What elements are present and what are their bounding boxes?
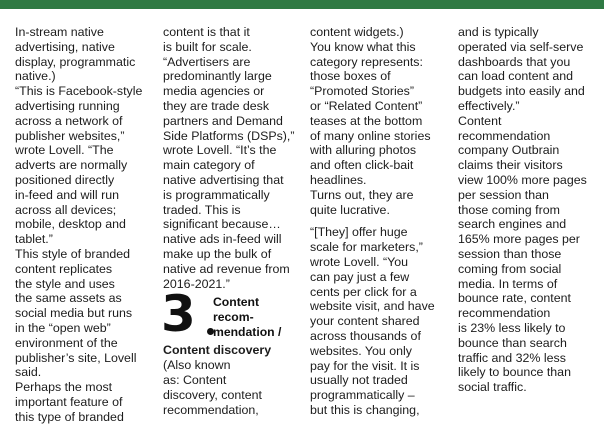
section-title-line: recom- xyxy=(213,309,254,324)
text-line: is 23% less likely to xyxy=(458,320,566,335)
text-line: You know what this xyxy=(310,39,416,54)
text-line: native advertising that xyxy=(163,172,284,187)
text-line: operated via self-serve xyxy=(458,39,584,54)
article-column-1 xyxy=(15,25,157,425)
text-line: the same assets as xyxy=(15,291,122,306)
text-line: in-feed and will run xyxy=(15,187,120,202)
text-line: this type of branded xyxy=(15,409,124,424)
text-line: main category of xyxy=(163,158,255,173)
text-line: In-stream native xyxy=(15,25,104,39)
text-line: advertising running xyxy=(15,98,120,113)
text-line: media agencies or xyxy=(163,84,265,99)
text-line: environment of the xyxy=(15,335,118,350)
text-line: coming from social xyxy=(458,261,562,276)
text-line: quite lucrative. xyxy=(310,202,390,217)
text-line: “Promoted Stories” xyxy=(310,84,414,99)
text-line: your content shared xyxy=(310,314,420,329)
text-line: recommendation xyxy=(458,306,551,321)
text-line: content replicates xyxy=(15,261,113,276)
text-line: publisher’s site, Lovell xyxy=(15,350,137,365)
article-column-2 xyxy=(163,25,305,417)
text-line: native ads in-feed will xyxy=(163,232,282,247)
text-line: recommendation xyxy=(458,128,551,143)
text-line: is programmatically xyxy=(163,187,270,202)
text-line: effectively.” xyxy=(458,98,520,113)
section-title-line: mendation / xyxy=(213,324,282,339)
text-line: display, programmatic xyxy=(15,54,136,69)
text-line: and often click-bait xyxy=(310,158,414,173)
text-line: claims their visitors xyxy=(458,158,563,173)
text-line: native ad revenue from xyxy=(163,261,290,276)
text-line: adverts are normally xyxy=(15,158,128,173)
text-line: websites. You only xyxy=(310,343,412,358)
text-line: with alluring photos xyxy=(310,143,417,158)
text-line: discovery, content xyxy=(163,387,262,402)
text-line: those boxes of xyxy=(310,69,391,84)
paragraph-gap xyxy=(310,217,452,225)
text-line: positioned directly xyxy=(15,172,115,187)
text-line: search engines and xyxy=(458,217,567,232)
text-line: as: Content xyxy=(163,372,227,387)
text-line: in the “open web” xyxy=(15,320,111,335)
text-line: usually not traded xyxy=(310,373,408,388)
text-line: traded. This is xyxy=(163,202,241,217)
text-line: dashboards that you xyxy=(458,54,571,69)
section-title-tail: Content discovery xyxy=(163,343,272,358)
text-line: website visit, and have xyxy=(310,299,435,314)
text-line: the style and uses xyxy=(15,276,115,291)
text-line: pay for the visit. It is xyxy=(310,358,420,373)
text-line: partners and Demand xyxy=(163,113,283,128)
text-line: headlines. xyxy=(310,172,367,187)
article-column-3 xyxy=(310,25,452,418)
text-line: Content xyxy=(458,113,502,128)
text-line: “This is Facebook-style xyxy=(15,84,143,99)
text-line: important feature of xyxy=(15,394,123,409)
text-line: 2016-2021.” xyxy=(163,276,230,291)
text-line: wrote Lovell. “The xyxy=(15,143,114,158)
text-line: tablet.” xyxy=(15,232,53,247)
text-line: is built for scale. xyxy=(163,39,252,54)
text-line: content is that it xyxy=(163,25,250,39)
text-line: Side Platforms (DSPs),” xyxy=(163,128,295,143)
text-line: across thousands of xyxy=(310,328,421,343)
text-line: those coming from xyxy=(458,202,560,217)
text-line: scale for marketers,” xyxy=(310,240,423,255)
text-line: wrote Lovell. “You xyxy=(310,254,409,269)
text-line: “Advertisers are xyxy=(163,54,251,69)
text-line: 165% more pages per xyxy=(458,232,580,247)
text-line: Turns out, they are xyxy=(310,187,414,202)
text-line: recommendation, xyxy=(163,402,259,417)
text-line: and is typically xyxy=(458,25,539,39)
article-column-4 xyxy=(458,25,600,395)
text-line: they are trade desk xyxy=(163,98,270,113)
text-line: social media but runs xyxy=(15,306,133,321)
text-line: programmatically – xyxy=(310,388,415,403)
text-line: session than those xyxy=(458,246,562,261)
text-line: traffic and 32% less xyxy=(458,350,566,365)
text-line: make up the bulk of xyxy=(163,246,272,261)
text-line: advertising, native xyxy=(15,39,115,54)
text-line: Perhaps the most xyxy=(15,380,113,395)
text-line: said. xyxy=(15,365,42,380)
text-line: across a network of xyxy=(15,113,123,128)
section-heading xyxy=(161,285,305,344)
text-line: category represents: xyxy=(310,54,423,69)
text-line: mobile, desktop and xyxy=(15,217,126,232)
text-line: publisher websites,” xyxy=(15,128,125,143)
text-line: or “Related Content” xyxy=(310,98,423,113)
text-line: teases at the bottom xyxy=(310,113,423,128)
text-line: across all devices; xyxy=(15,202,117,217)
text-line: wrote Lovell. “It’s the xyxy=(163,143,277,158)
text-line: can pay just a few xyxy=(310,269,410,284)
text-line: social traffic. xyxy=(458,380,527,395)
text-line: view 100% more pages xyxy=(458,172,587,187)
text-line: bounce rate, content xyxy=(458,291,571,306)
text-line: bounce than search xyxy=(458,335,567,350)
text-line: budgets into easily and xyxy=(458,84,585,99)
text-line: but this is changing, xyxy=(310,402,420,417)
text-line: of many online stories xyxy=(310,128,431,143)
text-line: can load content and xyxy=(458,69,574,84)
section-title-line: Content xyxy=(213,295,260,310)
text-line: media. In terms of xyxy=(458,276,558,291)
text-line: company Outbrain xyxy=(458,143,560,158)
text-line: content widgets.) xyxy=(310,25,404,39)
text-line: per session than xyxy=(458,187,549,202)
text-line: likely to bounce than xyxy=(458,365,571,380)
section-title xyxy=(213,295,281,339)
text-line: (Also known xyxy=(163,358,231,373)
text-line: predominantly large xyxy=(163,69,272,84)
text-line: cents per click for a xyxy=(310,284,417,299)
text-line: native.) xyxy=(15,69,56,84)
text-line: significant because… xyxy=(163,217,281,232)
text-line: “[They] offer huge xyxy=(310,225,408,240)
section-number: 3 xyxy=(161,285,195,344)
text-line: This style of branded xyxy=(15,246,131,261)
accent-bar xyxy=(0,0,604,9)
